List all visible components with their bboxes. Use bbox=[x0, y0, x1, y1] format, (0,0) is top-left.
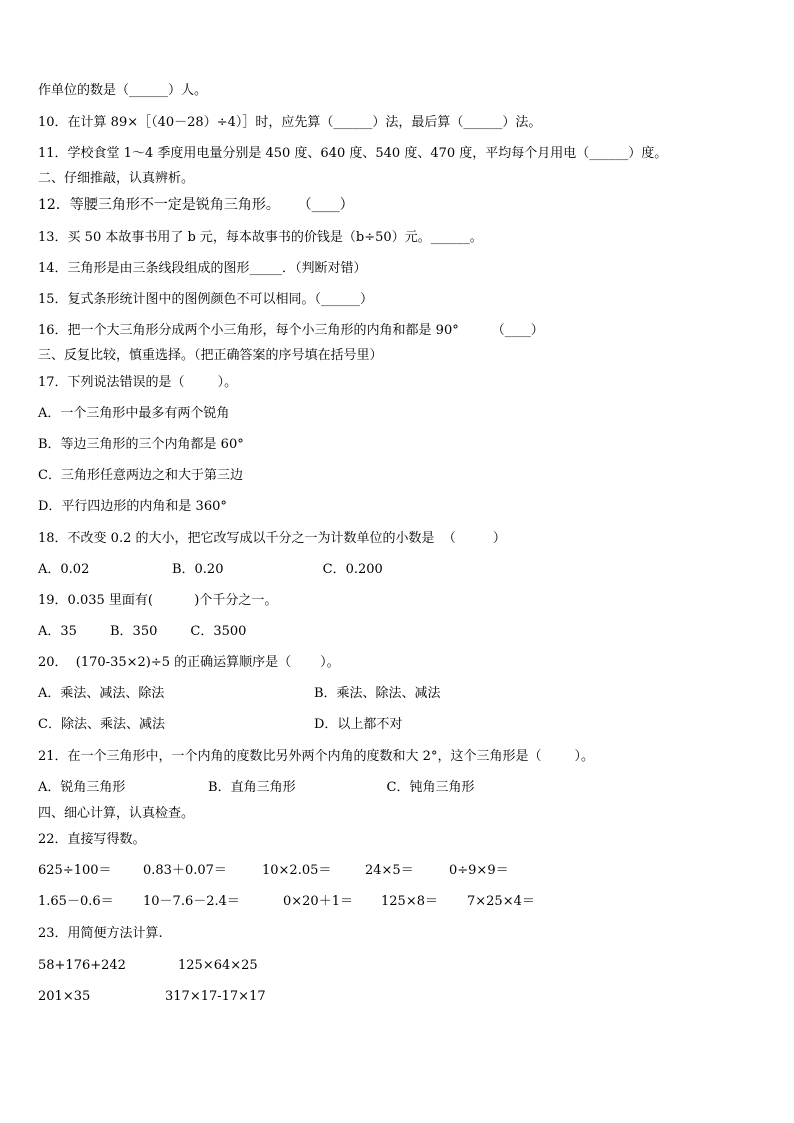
question-20: 20． (170-35×2)÷5 的正确运算顺序是（ ）。 bbox=[38, 655, 340, 670]
question-22: 22．直接写得数。 bbox=[38, 832, 146, 847]
calc-item: 125×8＝ bbox=[381, 894, 438, 909]
question-11: 11．学校食堂 1～4 季度用电量分别是 450 度、640 度、540 度、470 度，平均每个月用电（______）度。 bbox=[38, 146, 668, 161]
question-17-option-a: A．一个三角形中最多有两个锐角 bbox=[38, 406, 230, 421]
simple-calc-item: 317×17-17×17 bbox=[165, 989, 266, 1004]
line-continuation: 作单位的数是（______）人。 bbox=[38, 83, 208, 98]
question-17-option-c: C．三角形任意两边之和大于第三边 bbox=[38, 468, 243, 483]
simple-calc-item: 201×35 bbox=[38, 989, 91, 1004]
question-16: 16．把一个大三角形分成两个小三角形，每个小三角形的内角和都是 90° （____） bbox=[38, 323, 544, 338]
question-17-option-d: D．平行四边形的内角和是 360° bbox=[38, 499, 227, 514]
calc-item: 24×5＝ bbox=[365, 863, 414, 878]
calc-item: 0.83＋0.07＝ bbox=[143, 863, 227, 878]
question-20-option-c: C．除法、乘法、减法 bbox=[38, 717, 165, 732]
calc-item: 1.65－0.6＝ bbox=[38, 894, 114, 909]
calc-item: 7×25×4＝ bbox=[467, 894, 535, 909]
calc-item: 0×20＋1＝ bbox=[283, 894, 353, 909]
question-13: 13．买 50 本故事书用了 b 元，每本故事书的价钱是（b÷50）元。______。 bbox=[38, 230, 483, 245]
question-18-options: A．0.02 B．0.20 C．0.200 bbox=[38, 562, 383, 577]
question-23: 23．用简便方法计算. bbox=[38, 926, 163, 941]
question-19-options: A．35 B．350 C．3500 bbox=[38, 624, 247, 639]
question-19: 19．0.035 里面有( )个千分之一。 bbox=[38, 593, 278, 608]
calc-item: 0÷9×9＝ bbox=[449, 863, 509, 878]
question-18: 18．不改变 0.2 的大小，把它改写成以千分之一为计数单位的小数是 （ ） bbox=[38, 531, 506, 546]
question-15: 15．复式条形统计图中的图例颜色不可以相同。（______） bbox=[38, 292, 374, 307]
simple-calc-item: 58+176+242 bbox=[38, 958, 126, 973]
question-20-option-b: B．乘法、除法、减法 bbox=[314, 686, 441, 701]
question-20-option-d: D．以上都不对 bbox=[314, 717, 403, 732]
calc-item: 10×2.05＝ bbox=[262, 863, 332, 878]
calc-item: 10－7.6－2.4＝ bbox=[143, 894, 240, 909]
question-21: 21．在一个三角形中，一个内角的度数比另外两个内角的度数和大 2°，这个三角形是（ ）。 bbox=[38, 749, 595, 764]
section-3-heading: 三、反复比较，慎重选择。（把正确答案的序号填在括号里） bbox=[38, 348, 383, 363]
section-2-heading: 二、仔细推敲，认真辨析。 bbox=[38, 171, 195, 186]
section-4-heading: 四、细心计算，认真检查。 bbox=[38, 806, 195, 821]
question-12: 12．等腰三角形不一定是锐角三角形。 （____） bbox=[38, 197, 354, 213]
question-20-option-a: A．乘法、减法、除法 bbox=[38, 686, 165, 701]
question-17: 17．下列说法错误的是（ ）。 bbox=[38, 375, 238, 390]
simple-calc-item: 125×64×25 bbox=[178, 958, 258, 973]
question-14: 14．三角形是由三条线段组成的图形_____．（判断对错） bbox=[38, 261, 367, 276]
question-17-option-b: B．等边三角形的三个内角都是 60° bbox=[38, 437, 244, 452]
calc-item: 625÷100＝ bbox=[38, 863, 112, 878]
question-10: 10．在计算 89×［（40－28）÷4）］时，应先算（______）法，最后算（______）法。 bbox=[38, 115, 542, 130]
question-21-options: A．锐角三角形 B．直角三角形 C．钝角三角形 bbox=[38, 780, 475, 795]
